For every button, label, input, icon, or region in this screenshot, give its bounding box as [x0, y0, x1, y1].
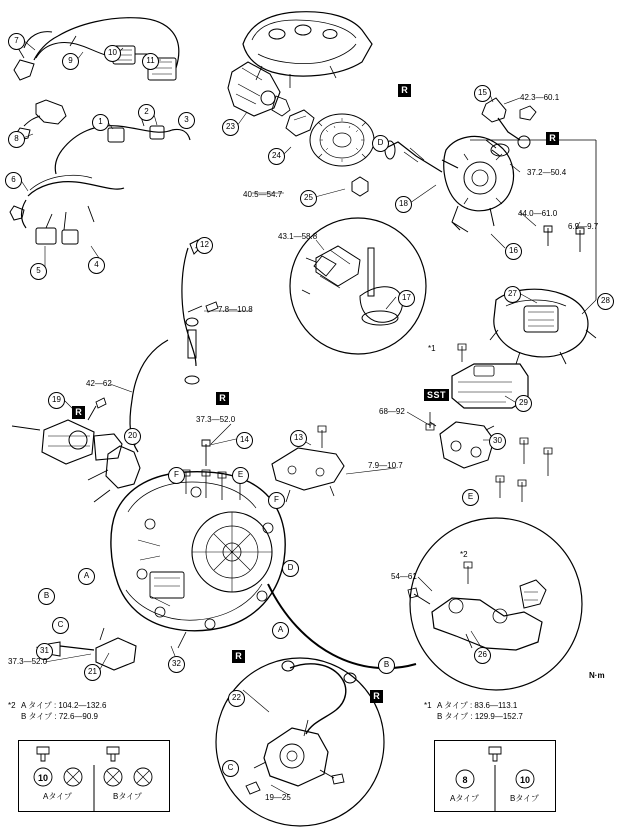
letter-callout-f1: F	[168, 467, 185, 484]
letter-callout-b2: B	[378, 657, 395, 674]
callout-21: 21	[84, 664, 101, 681]
legend-left-bolts	[19, 741, 169, 811]
torque-label-43.1-58.8: 43.1—58.8	[278, 232, 318, 241]
replace-mark-5: R	[232, 650, 245, 663]
torque-label-42-62: 42—62	[86, 379, 112, 388]
legend-left-line2: B タイプ : 72.6—90.9	[21, 712, 98, 721]
legend-right-line1: A タイプ : 83.6—113.1	[437, 701, 518, 710]
replace-mark-3: R	[216, 392, 229, 405]
letter-callout-a2: A	[272, 622, 289, 639]
letter-callout-e2: E	[462, 489, 479, 506]
letter-callout-c2: C	[222, 760, 239, 777]
letter-callout-d2: D	[372, 135, 389, 152]
callout-27: 27	[504, 286, 521, 303]
torque-label-19-25: 19—25	[265, 793, 291, 802]
callout-1: 1	[92, 114, 109, 131]
torque-label-42.3-60.1: 42.3—60.1	[520, 93, 560, 102]
torque-label-6.9-9.7: 6.9—9.7	[568, 222, 599, 231]
callout-29: 29	[515, 395, 532, 412]
svg-text:10: 10	[519, 775, 531, 785]
letter-callout-b1: B	[38, 588, 55, 605]
replace-mark-2: R	[546, 132, 559, 145]
letter-callout-e1: E	[232, 467, 249, 484]
svg-text:10: 10	[37, 773, 49, 783]
svg-text:8: 8	[462, 775, 468, 785]
sst-tag: SST	[424, 389, 449, 401]
callout-32: 32	[168, 656, 185, 673]
torque-label-54-61: 54—61	[391, 572, 417, 581]
callout-6: 6	[5, 172, 22, 189]
callout-9: 9	[62, 53, 79, 70]
legend-right	[424, 700, 614, 726]
torque-label-68-92: 68—92	[379, 407, 405, 416]
mark-star2-inset: *2	[460, 550, 468, 559]
callout-15: 15	[474, 85, 491, 102]
callout-13: 13	[290, 430, 307, 447]
callout-22: 22	[228, 690, 245, 707]
legend-left-table	[18, 740, 170, 812]
letter-callout-d1: D	[282, 560, 299, 577]
callout-16: 16	[505, 243, 522, 260]
callout-5: 5	[30, 263, 47, 280]
torque-label-7.8-10.8: 7.8—10.8	[218, 305, 253, 314]
callout-20: 20	[124, 428, 141, 445]
torque-label-37.2-50.4: 37.2—50.4	[527, 168, 567, 177]
legend-right-col-b: Bタイプ	[510, 794, 539, 803]
callout-19: 19	[48, 392, 65, 409]
torque-label-7.9-10.7: 7.9—10.7	[368, 461, 403, 470]
legend-right-col-a: Aタイプ	[450, 794, 479, 803]
unit-note: N·m	[589, 671, 605, 680]
callout-14: 14	[236, 432, 253, 449]
replace-mark-6: R	[370, 690, 383, 703]
callout-3: 3	[178, 112, 195, 129]
callout-4: 4	[88, 257, 105, 274]
legend-right-mark: *1	[424, 701, 432, 710]
letter-callout-f2: F	[268, 492, 285, 509]
letter-callout-c1: C	[52, 617, 69, 634]
torque-label-37.3-52.0-b: 37.3—52.0	[8, 657, 48, 666]
callout-28: 28	[597, 293, 614, 310]
replace-mark-1: R	[398, 84, 411, 97]
callout-24: 24	[268, 148, 285, 165]
mark-star1-subframe: *1	[428, 344, 436, 353]
callout-2: 2	[138, 104, 155, 121]
legend-left	[8, 700, 188, 726]
callout-17: 17	[398, 290, 415, 307]
callout-23: 23	[222, 119, 239, 136]
torque-label-44.0-61.0: 44.0—61.0	[518, 209, 558, 218]
callout-18: 18	[395, 196, 412, 213]
callout-11: 11	[142, 53, 159, 70]
torque-label-40.5-54.7: 40.5—54.7	[243, 190, 283, 199]
callout-10: 10	[104, 45, 121, 62]
callout-26: 26	[474, 647, 491, 664]
legend-right-line2: B タイプ : 129.9—152.7	[437, 712, 523, 721]
callout-12: 12	[196, 237, 213, 254]
replace-mark-4: R	[72, 406, 85, 419]
legend-right-table	[434, 740, 556, 812]
callout-7: 7	[8, 33, 25, 50]
callout-30: 30	[489, 433, 506, 450]
callout-25: 25	[300, 190, 317, 207]
legend-left-col-b: Bタイプ	[113, 792, 142, 801]
callout-31: 31	[36, 643, 53, 660]
legend-left-mark: *2	[8, 701, 16, 710]
torque-label-37.3-52.0-a: 37.3—52.0	[196, 415, 236, 424]
letter-callout-a1: A	[78, 568, 95, 585]
legend-left-col-a: Aタイプ	[43, 792, 72, 801]
callout-8: 8	[8, 131, 25, 148]
legend-left-line1: A タイプ : 104.2—132.6	[21, 701, 107, 710]
